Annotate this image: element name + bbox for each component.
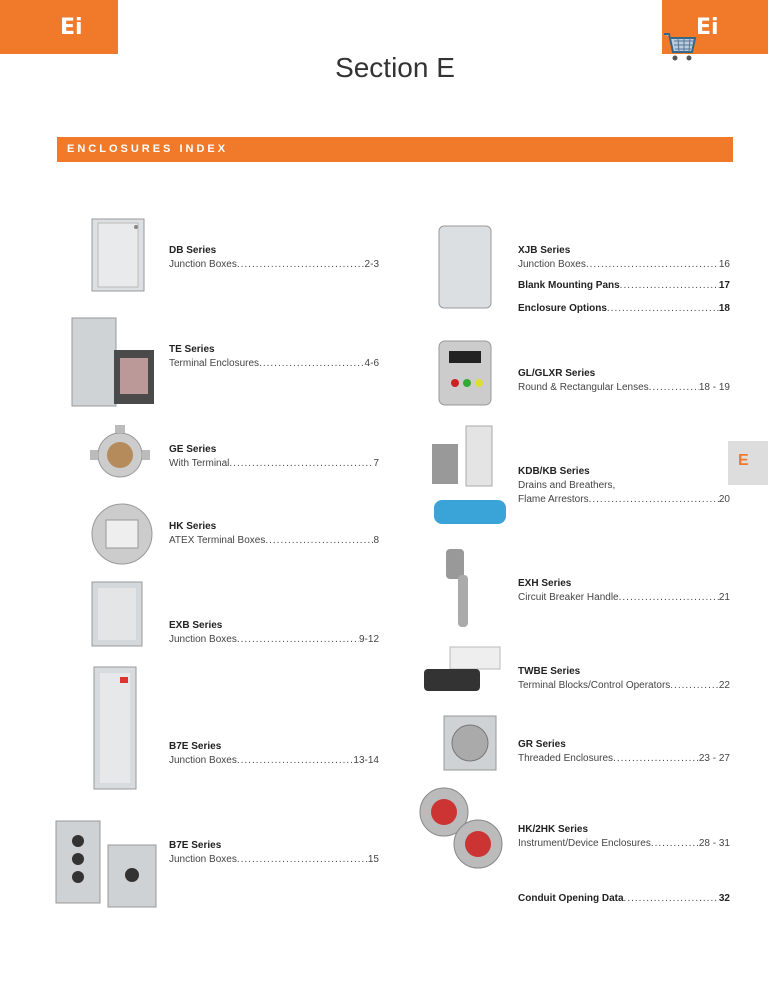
entry-page: 16 bbox=[718, 259, 730, 270]
entry-page: 21 bbox=[718, 592, 730, 603]
entry-title: HK/2HK Series bbox=[518, 824, 589, 835]
entry-page: 32 bbox=[718, 893, 730, 904]
index-entry-gr[interactable] bbox=[518, 738, 730, 766]
entry-title: DB Series bbox=[169, 245, 217, 256]
entry-label: Instrument/Device Enclosures bbox=[518, 838, 651, 849]
twbe-series-image bbox=[420, 643, 505, 698]
entry-label: Enclosure Options bbox=[518, 303, 607, 314]
entry-label: Terminal Blocks/Control Operators bbox=[518, 680, 671, 691]
entry-title: KDB/KB Series bbox=[518, 466, 590, 477]
entry-title: TE Series bbox=[169, 344, 215, 355]
section-tab[interactable] bbox=[728, 441, 768, 485]
entry-label: ATEX Terminal Boxes bbox=[169, 535, 266, 546]
entry-label: Conduit Opening Data bbox=[518, 893, 624, 904]
te-series-image bbox=[70, 312, 160, 407]
entry-label: Round & Rectangular Lenses bbox=[518, 382, 649, 393]
entry-label: Junction Boxes bbox=[169, 259, 237, 270]
entry-label: Circuit Breaker Handle bbox=[518, 592, 619, 603]
entry-title: GL/GLXR Series bbox=[518, 368, 596, 379]
entry-title: GE Series bbox=[169, 444, 217, 455]
entry-page: 13-14 bbox=[353, 755, 379, 766]
page-title: Section E bbox=[335, 52, 455, 83]
brand-logo-text: Ei bbox=[60, 14, 83, 40]
entry-label: Threaded Enclosures bbox=[518, 753, 614, 764]
entry-title: GR Series bbox=[518, 739, 566, 750]
b7e-series-image bbox=[88, 663, 143, 793]
index-entry-exh[interactable] bbox=[518, 577, 730, 605]
entry-page: 18 - 19 bbox=[698, 382, 730, 393]
entry-page: 17 bbox=[718, 280, 730, 291]
entry-label: Flame Arrestors bbox=[518, 494, 589, 505]
gr-series-image bbox=[440, 712, 500, 774]
entry-page: 28 - 31 bbox=[698, 838, 730, 849]
index-entry-exb[interactable] bbox=[169, 619, 379, 647]
index-entry-gl-glxr[interactable] bbox=[518, 367, 730, 395]
entry-title: HK Series bbox=[169, 521, 217, 532]
entry-title: TWBE Series bbox=[518, 666, 581, 677]
entry-label-line1: Drains and Breathers, bbox=[518, 480, 616, 491]
index-entry-conduit-opening-data[interactable] bbox=[518, 892, 730, 906]
index-entry-enclosure-options[interactable] bbox=[518, 302, 730, 316]
entry-page: 7 bbox=[373, 458, 379, 469]
entry-title: XJB Series bbox=[518, 245, 571, 256]
entry-label: Terminal Enclosures bbox=[169, 358, 260, 369]
exh-series-image bbox=[440, 545, 480, 630]
entry-label: With Terminal bbox=[169, 458, 230, 469]
kdb-kb-series-image bbox=[428, 422, 508, 532]
entry-page: 22 bbox=[718, 680, 730, 691]
index-entry-hk[interactable] bbox=[169, 520, 379, 548]
entry-page: 15 bbox=[367, 854, 379, 865]
hk-2hk-series-image bbox=[412, 782, 512, 872]
index-entry-blank-mounting-pans[interactable] bbox=[518, 279, 730, 293]
index-entry-b7e[interactable] bbox=[169, 740, 379, 768]
index-entry-b7e-2[interactable] bbox=[169, 839, 379, 867]
db-series-image bbox=[88, 215, 148, 295]
entry-label: Blank Mounting Pans bbox=[518, 280, 620, 291]
index-entry-te[interactable] bbox=[169, 343, 379, 371]
entry-label: Junction Boxes bbox=[518, 259, 586, 270]
entry-page: 2-3 bbox=[364, 259, 379, 270]
cart-logo-text: Ei bbox=[696, 14, 719, 40]
ge-series-image bbox=[90, 425, 150, 485]
index-entry-ge[interactable] bbox=[169, 443, 379, 471]
index-entry-db[interactable] bbox=[169, 244, 379, 272]
entry-label: Junction Boxes bbox=[169, 854, 237, 865]
hk-series-image bbox=[88, 500, 156, 568]
xjb-series-image bbox=[435, 222, 495, 312]
entry-title: EXH Series bbox=[518, 578, 572, 589]
b7e-series-control-image bbox=[50, 815, 160, 910]
index-entry-hk-2hk[interactable] bbox=[518, 823, 730, 851]
section-tab-label: E bbox=[738, 452, 749, 469]
entry-page: 8 bbox=[373, 535, 379, 546]
index-header-label: ENCLOSURES INDEX bbox=[67, 143, 229, 155]
entry-label: Junction Boxes bbox=[169, 755, 237, 766]
exb-series-image bbox=[88, 578, 146, 650]
brand-logo bbox=[0, 0, 118, 54]
entry-page: 9-12 bbox=[358, 634, 379, 645]
entry-title: B7E Series bbox=[169, 840, 222, 851]
gl-glxr-series-image bbox=[435, 337, 495, 409]
index-entry-xjb[interactable] bbox=[518, 244, 730, 272]
index-header bbox=[57, 137, 733, 162]
index-entry-twbe[interactable] bbox=[518, 665, 730, 693]
entry-title: B7E Series bbox=[169, 741, 222, 752]
entry-page: 20 bbox=[718, 494, 730, 505]
entry-page: 4-6 bbox=[364, 358, 379, 369]
index-entry-kdb-kb[interactable] bbox=[518, 465, 730, 507]
entry-title: EXB Series bbox=[169, 620, 223, 631]
entry-page: 18 bbox=[718, 303, 730, 314]
entry-page: 23 - 27 bbox=[698, 753, 730, 764]
entry-label: Junction Boxes bbox=[169, 634, 237, 645]
